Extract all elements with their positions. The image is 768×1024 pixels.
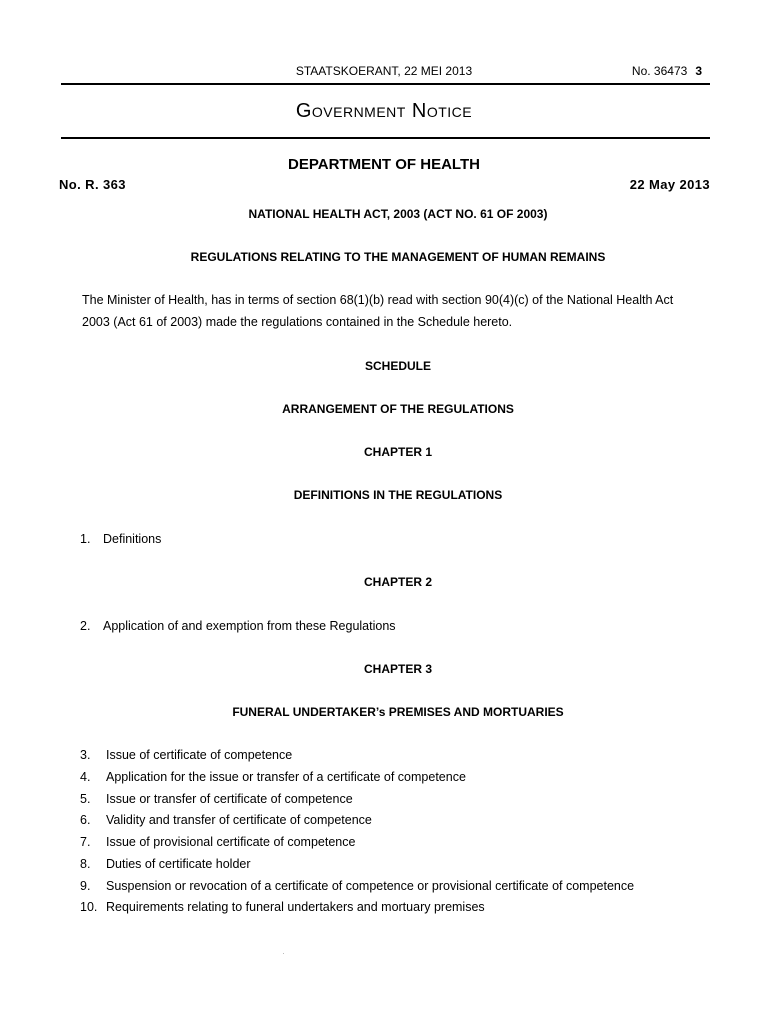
notice-number: No. R. 363 [59,177,126,192]
item-number: 8. [80,857,91,871]
schedule-heading: SCHEDULE [364,359,431,373]
item-number: 5. [80,792,91,806]
item-number: 1. [80,532,91,546]
act-title: NATIONAL HEALTH ACT, 2003 (ACT NO. 61 OF 2003) [248,207,548,221]
intro-line-1: The Minister of Health, has in terms of section 68(1)(b) read with section 90(4)(c) of the National Health Act [82,293,674,307]
item-text: Duties of certificate holder [106,857,251,871]
regulations-title: REGULATIONS RELATING TO THE MANAGEMENT OF HUMAN REMAINS [190,250,606,264]
page-number: 3 [695,64,702,78]
item-number: 4. [80,770,91,784]
list-item [80,748,292,762]
item-text: Issue or transfer of certificate of competence [106,792,353,806]
issue-number: No. 36473 [631,64,688,78]
top-divider [61,83,710,85]
item-number: 9. [80,879,91,893]
arrangement-heading: ARRANGEMENT OF THE REGULATIONS [282,402,514,416]
title-divider [61,137,710,139]
list-item [80,835,355,849]
item-number: 2. [80,619,91,633]
item-text: Requirements relating to funeral undertakers and mortuary premises [106,900,485,914]
list-item [80,813,372,827]
chapter-3-subtitle: FUNERAL UNDERTAKER’s PREMISES AND MORTUARIES [232,705,564,719]
item-text: Issue of provisional certificate of competence [106,835,356,849]
item-text: Issue of certificate of competence [106,748,293,762]
gazette-header: STAATSKOERANT, 22 MEI 2013 [295,64,473,78]
notice-title: Government Notice [295,100,473,122]
intro-line-2: 2003 (Act 61 of 2003) made the regulations contained in the Schedule hereto. [82,315,513,329]
list-item [80,857,251,871]
department-heading: DEPARTMENT OF HEALTH [288,156,480,173]
list-item [80,792,353,806]
item-number: 7. [80,835,91,849]
chapter-3-heading: CHAPTER 3 [363,662,432,676]
chapter-1-heading: CHAPTER 1 [363,445,432,459]
item-text: Validity and transfer of certificate of competence [106,813,372,827]
gazette-issue-number [632,64,702,78]
item-text: Application of and exemption from these Regulations [103,619,396,633]
list-item [80,532,161,546]
item-number: 3. [80,748,91,762]
list-item [80,900,485,914]
item-number: 6. [80,813,91,827]
item-text: Suspension or revocation of a certificate of competence or provisional certificate of competence [106,879,635,893]
chapter-1-subtitle: DEFINITIONS IN THE REGULATIONS [293,488,503,502]
item-number: 10. [80,900,98,914]
notice-date: 22 May 2013 [629,177,710,192]
chapter-2-heading: CHAPTER 2 [363,575,432,589]
list-item [80,619,396,633]
item-text: Application for the issue or transfer of a certificate of competence [106,770,466,784]
item-text: Definitions [103,532,162,546]
list-item [80,770,466,784]
scan-speck [283,953,284,954]
list-item [80,879,634,893]
